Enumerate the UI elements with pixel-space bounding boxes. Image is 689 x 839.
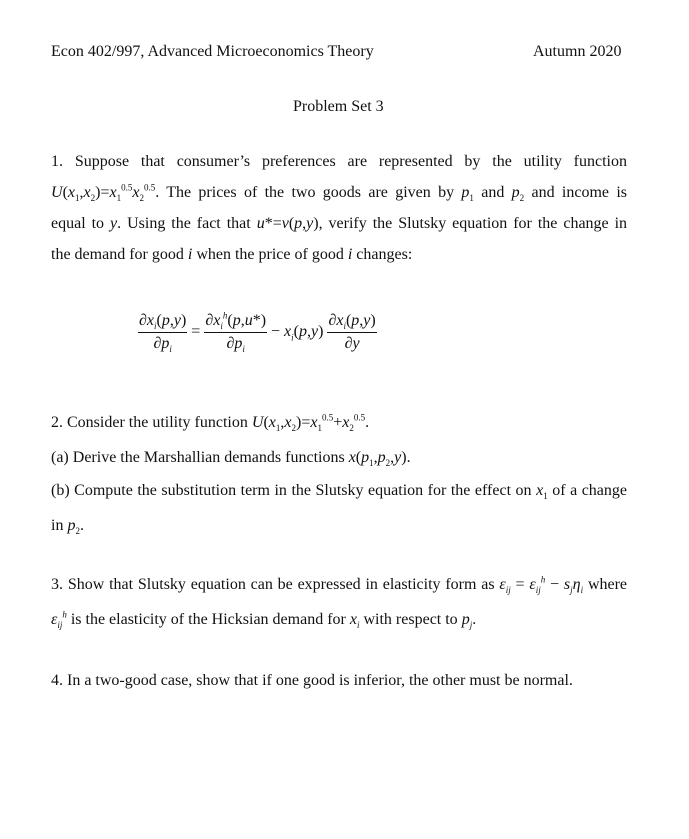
q1-ustar: u*=v(p,y) — [256, 215, 319, 232]
page-title: Problem Set 3 — [293, 98, 384, 115]
q2-part-b: (b) Compute the substitution term in the Slutsky equation for the effect on $x_1$ of a change — [51, 482, 628, 502]
q1-line2: $U(x_1,x_2)=x_1^{0.5}x_2^{0.5}$. The prices of the two goods are given by $p_1$ and $p_2$ and income is — [51, 182, 628, 204]
q3-line1: 3. Show that Slutsky equation can be expressed in elasticity form as $\varepsilon_{ij} = \varepsilon_{ij}^h - s_j\eta_i$ where — [51, 574, 628, 596]
q4-text: 4. In a two-good case, show that if one good is inferior, the other must be normal. — [51, 672, 573, 689]
q2-demand: $x(p_1,p_2,y)$ — [348, 449, 407, 469]
term: Autumn 2020 — [533, 43, 622, 60]
q2-part-a: (a) Derive the Marshallian demands functions $x(p_1,p_2,y)$. — [51, 449, 411, 469]
q2-intro: 2. Consider the utility function $U(x_1,x_2)=x_1^{0.5}+x_2^{0.5}$. — [51, 412, 370, 434]
income-fraction: $\frac{\partial x_i(p,y)}{\partial y}$ — [328, 312, 376, 352]
q3-line2: $\varepsilon_{ij}^h$ is the elasticity of the Hicksian demand for $x_i$ with respect to $p_j$. — [51, 609, 477, 631]
hicksian-fraction: $\frac{\partial x_i^h(p,u*)}{\partial p_i}$ — [205, 310, 267, 355]
q1-line3: equal to y. Using the fact that u*=v(p,y), verify the Slutsky equation for the change in — [51, 215, 628, 232]
course-title: Econ 402/997, Advanced Microeconomics Theory — [51, 43, 374, 60]
q1-utility-function: $U(x_1,x_2)=x_1^{0.5}x_2^{0.5}$ — [51, 182, 156, 204]
q3-elasticity-equation: $\varepsilon_{ij} = \varepsilon_{ij}^h - s_j\eta_i$ — [499, 574, 584, 596]
lhs-fraction: $\frac{\partial x_i(p,y)}{\partial p_i}$ — [139, 312, 187, 355]
q1-line1: 1. Suppose that consumer’s preferences are represented by the utility function — [51, 153, 627, 170]
q2-utility-function: $U(x_1,x_2)=x_1^{0.5}+x_2^{0.5}$ — [251, 412, 366, 434]
q2-part-b-cont: in $p_2$. — [51, 517, 84, 537]
q1-line4: the demand for good i when the price of good i changes: — [51, 246, 413, 263]
slutsky-equation: $\frac{\partial x_i(p,y)}{\partial p_i}$ = $\frac{\partial x_i^h(p,u*)}{\partial p_i}$ − $x_i(p,y)$ $\frac{\partial x_i(p,y)}{\partial y}$ — [139, 310, 376, 355]
